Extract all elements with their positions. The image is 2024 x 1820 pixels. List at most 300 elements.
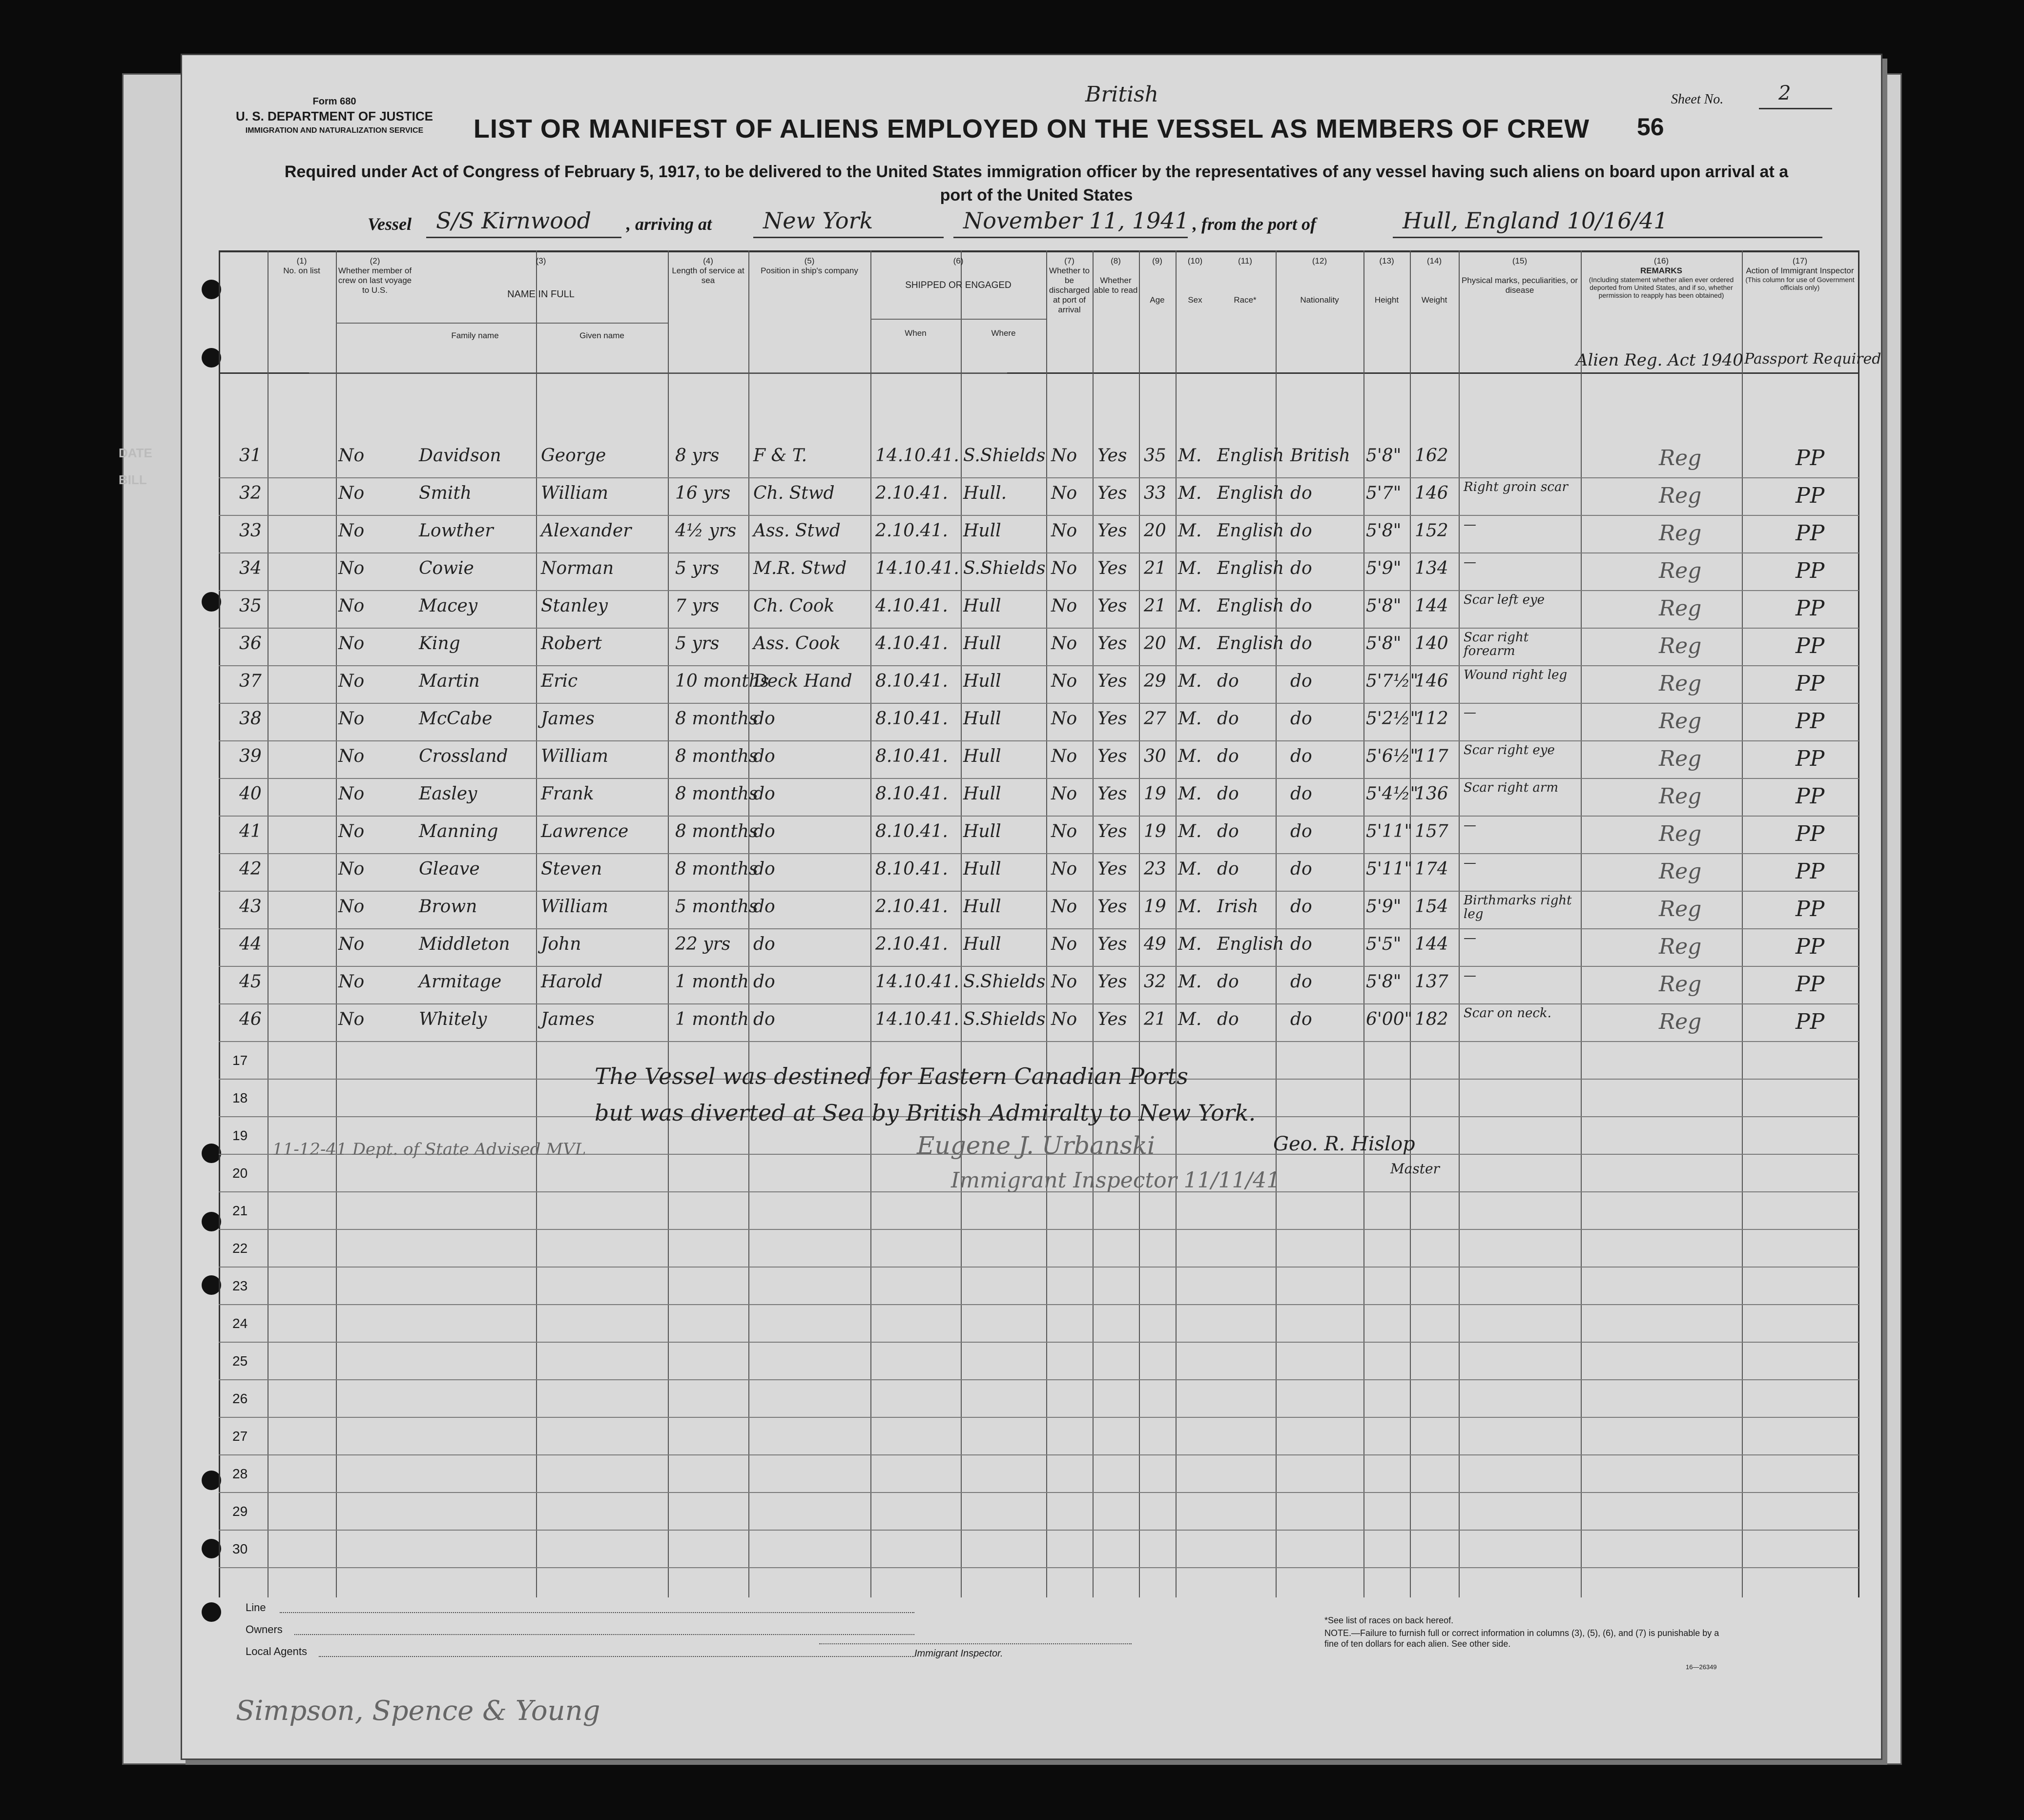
crew-shipped-where: Hull <box>963 821 1001 841</box>
crew-row-number: 34 <box>239 558 262 578</box>
col-header-age: Age <box>1150 295 1165 305</box>
row-number: 18 <box>232 1090 248 1105</box>
crew-row-number: 31 <box>239 446 262 466</box>
crew-physical-marks: Birthmarks right leg <box>1464 893 1572 921</box>
empty-row <box>219 1192 1859 1230</box>
crew-weight: 144 <box>1415 934 1448 954</box>
title-annotation: British <box>1085 82 1159 107</box>
crew-inspector-action: PP <box>1796 1009 1825 1034</box>
crew-inspector-action: PP <box>1796 821 1825 846</box>
crew-family-name: Middleton <box>419 934 510 954</box>
crew-sex: M. <box>1178 1009 1202 1029</box>
crew-age: 21 <box>1144 1009 1166 1029</box>
form-number: Form 680 <box>312 96 356 107</box>
crew-row <box>219 741 1859 779</box>
col-header-remarks: REMARKS <box>1640 266 1682 275</box>
crew-last-voyage: No <box>338 709 365 729</box>
crew-position: do <box>753 821 775 841</box>
crew-race: English <box>1217 934 1284 954</box>
crew-service-length: 8 months <box>675 746 758 766</box>
crew-weight: 136 <box>1415 784 1448 804</box>
crew-inspector-action: PP <box>1796 558 1825 583</box>
col-num: (15) <box>1512 256 1528 266</box>
col-num: (8) <box>1111 256 1121 266</box>
col-header-sex: Sex <box>1188 295 1202 305</box>
crew-physical-marks: Scar on neck. <box>1464 1006 1551 1021</box>
crew-remark: Reg <box>1659 521 1702 546</box>
crew-given-name: William <box>541 897 609 917</box>
crew-discharged: No <box>1051 1009 1077 1029</box>
footer-race-note: *See list of races on back hereof. <box>1324 1616 1454 1625</box>
col-header-discharged: Whether to be discharged at port of arrival <box>1049 266 1090 314</box>
col-num: (1) <box>296 256 307 266</box>
crew-last-voyage: No <box>338 859 365 879</box>
crew-age: 21 <box>1144 558 1166 578</box>
crew-age: 30 <box>1144 746 1166 766</box>
crew-row <box>219 666 1859 704</box>
crew-row-number: 32 <box>239 483 262 503</box>
crew-position: do <box>753 746 775 766</box>
crew-discharged: No <box>1051 821 1077 841</box>
vessel-name: S/S Kirnwood <box>436 207 592 234</box>
crew-family-name: Gleave <box>419 859 480 879</box>
crew-race: do <box>1217 671 1239 691</box>
from-port-label: , from the port of <box>1193 214 1317 234</box>
crew-able-to-read: Yes <box>1097 709 1127 729</box>
crew-discharged: No <box>1051 784 1077 804</box>
crew-age: 27 <box>1144 709 1166 729</box>
crew-given-name: Robert <box>541 634 602 654</box>
crew-height: 5'9" <box>1366 558 1402 578</box>
crew-discharged: No <box>1051 446 1077 466</box>
crew-remark: Reg <box>1659 558 1702 583</box>
crew-discharged: No <box>1051 483 1077 503</box>
crew-shipped-when: 14.10.41. <box>875 558 959 578</box>
crew-row <box>219 817 1859 854</box>
crew-service-length: 4½ yrs <box>675 521 737 541</box>
crew-height: 5'6½" <box>1366 746 1419 766</box>
crew-shipped-where: S.Shields <box>963 558 1046 578</box>
crew-height: 6'00" <box>1366 1009 1413 1029</box>
crew-position: do <box>753 972 775 992</box>
crew-nationality: do <box>1290 784 1312 804</box>
crew-physical-marks: — <box>1464 968 1476 983</box>
crew-service-length: 5 yrs <box>675 558 720 578</box>
margin-date: DATE <box>119 446 152 460</box>
crew-row-number: 37 <box>239 671 262 691</box>
crew-position: do <box>753 934 775 954</box>
crew-last-voyage: No <box>338 558 365 578</box>
col-header-nationality: Nationality <box>1300 295 1339 305</box>
row-number: 30 <box>232 1541 248 1556</box>
col-header-service: Length of service at sea <box>672 266 744 285</box>
col-header-when: When <box>905 328 927 338</box>
crew-family-name: Macey <box>419 596 478 616</box>
crew-discharged: No <box>1051 934 1077 954</box>
crew-family-name: Whitely <box>419 1009 487 1029</box>
binder-hole <box>202 1275 221 1295</box>
binder-hole <box>202 1212 221 1231</box>
crew-height: 5'8" <box>1366 521 1402 541</box>
row-number: 26 <box>232 1391 248 1406</box>
crew-nationality: do <box>1290 746 1312 766</box>
crew-remark: Reg <box>1659 859 1702 884</box>
crew-nationality: do <box>1290 596 1312 616</box>
crew-row-number: 35 <box>239 596 262 616</box>
crew-last-voyage: No <box>338 671 365 691</box>
crew-physical-marks: — <box>1464 856 1476 870</box>
crew-able-to-read: Yes <box>1097 934 1127 954</box>
crew-inspector-action: PP <box>1796 934 1825 959</box>
row-number: 29 <box>232 1504 248 1519</box>
crew-discharged: No <box>1051 634 1077 654</box>
crew-nationality: British <box>1290 446 1350 466</box>
empty-row <box>219 1531 1859 1568</box>
crew-physical-marks: Scar left eye <box>1464 593 1545 607</box>
col-num: (10) <box>1187 256 1203 266</box>
page-title: LIST OR MANIFEST OF ALIENS EMPLOYED ON THE VESSEL AS MEMBERS OF CREW <box>473 114 1590 143</box>
crew-row-number: 39 <box>239 746 262 766</box>
crew-weight: 174 <box>1415 859 1448 879</box>
crew-last-voyage: No <box>338 446 365 466</box>
crew-nationality: do <box>1290 897 1312 917</box>
crew-service-length: 8 months <box>675 859 758 879</box>
crew-shipped-when: 8.10.41. <box>875 709 948 729</box>
crew-discharged: No <box>1051 596 1077 616</box>
vessel-label: Vessel <box>368 214 412 234</box>
crew-position: F & T. <box>753 446 807 466</box>
crew-able-to-read: Yes <box>1097 746 1127 766</box>
crew-sex: M. <box>1178 446 1202 466</box>
crew-age: 49 <box>1144 934 1166 954</box>
master-signature: Geo. R. Hislop <box>1273 1133 1415 1155</box>
crew-discharged: No <box>1051 709 1077 729</box>
col-header-position: Position in ship's company <box>761 266 858 275</box>
crew-physical-marks: Wound right leg <box>1464 668 1568 682</box>
crew-inspector-action: PP <box>1796 897 1825 921</box>
crew-height: 5'7" <box>1366 483 1402 503</box>
crew-height: 5'7½" <box>1366 671 1419 691</box>
crew-shipped-where: Hull <box>963 859 1001 879</box>
crew-age: 20 <box>1144 634 1166 654</box>
crew-last-voyage: No <box>338 821 365 841</box>
crew-remark: Reg <box>1659 746 1702 771</box>
crew-row <box>219 704 1859 741</box>
crew-weight: 162 <box>1415 446 1448 466</box>
col-header-last-voyage: Whether member of crew on last voyage to U.S. <box>338 266 412 295</box>
inspector-title: Immigrant Inspector 11/11/41 <box>951 1168 1280 1193</box>
crew-service-length: 7 yrs <box>675 596 720 616</box>
crew-given-name: Stanley <box>541 596 608 616</box>
crew-remark: Reg <box>1659 1009 1702 1034</box>
col-num: (2) <box>370 256 380 266</box>
crew-discharged: No <box>1051 746 1077 766</box>
crew-nationality: do <box>1290 671 1312 691</box>
col-header-read: Whether able to read <box>1094 276 1138 295</box>
crew-height: 5'8" <box>1366 446 1402 466</box>
crew-position: Deck Hand <box>753 671 852 691</box>
row-number: 27 <box>232 1429 248 1444</box>
crew-inspector-action: PP <box>1796 483 1825 508</box>
crew-family-name: Brown <box>419 897 477 917</box>
col-header-remarks-note: (Including statement whether alien ever ordered deported from United States, and if so, whether permission to reapply has been obtained) <box>1589 276 1734 299</box>
dept-of-state-note: 11-12-41 Dept. of State Advised MVL <box>272 1140 586 1159</box>
crew-race: do <box>1217 1009 1239 1029</box>
crew-weight: 117 <box>1415 746 1448 766</box>
manifest-page <box>119 54 1882 1760</box>
crew-height: 5'8" <box>1366 596 1402 616</box>
crew-service-length: 8 months <box>675 784 758 804</box>
crew-nationality: do <box>1290 821 1312 841</box>
crew-physical-marks: — <box>1464 931 1476 945</box>
department-name: U. S. DEPARTMENT OF JUSTICE <box>236 109 433 123</box>
col-num: (16) <box>1653 256 1669 266</box>
footer-owners-label: Owners <box>246 1623 283 1636</box>
crew-last-voyage: No <box>338 897 365 917</box>
crew-shipped-where: Hull <box>963 671 1001 691</box>
crew-given-name: George <box>541 446 606 466</box>
crew-shipped-when: 14.10.41. <box>875 972 959 992</box>
crew-able-to-read: Yes <box>1097 671 1127 691</box>
crew-weight: 154 <box>1415 897 1448 917</box>
binder-hole <box>202 1539 221 1558</box>
row-number: 19 <box>232 1128 248 1143</box>
crew-weight: 152 <box>1415 521 1448 541</box>
sheet-label: Sheet No. <box>1671 92 1724 107</box>
crew-age: 32 <box>1144 972 1166 992</box>
row-number: 25 <box>232 1353 248 1369</box>
crew-physical-marks: — <box>1464 705 1476 720</box>
crew-row-number: 38 <box>239 709 262 729</box>
crew-sex: M. <box>1178 596 1202 616</box>
footer-inspector-label: Immigrant Inspector. <box>914 1648 1003 1659</box>
crew-shipped-when: 2.10.41. <box>875 897 948 917</box>
binder-hole <box>202 280 221 299</box>
crew-remark: Reg <box>1659 483 1702 508</box>
crew-shipped-where: S.Shields <box>963 446 1046 466</box>
diversion-note-line-1: The Vessel was destined for Eastern Canadian Ports <box>595 1063 1188 1089</box>
crew-race: English <box>1217 558 1284 578</box>
crew-nationality: do <box>1290 483 1312 503</box>
crew-last-voyage: No <box>338 784 365 804</box>
crew-family-name: Armitage <box>419 972 502 992</box>
crew-position: Ch. Cook <box>753 596 835 616</box>
crew-last-voyage: No <box>338 596 365 616</box>
col-num: (4) <box>703 256 713 266</box>
col-header-where: Where <box>991 328 1016 338</box>
crew-shipped-where: Hull <box>963 784 1001 804</box>
crew-shipped-where: Hull <box>963 634 1001 654</box>
crew-nationality: do <box>1290 634 1312 654</box>
crew-service-length: 22 yrs <box>675 934 731 954</box>
crew-sex: M. <box>1178 934 1202 954</box>
crew-age: 19 <box>1144 821 1166 841</box>
crew-row <box>219 1004 1859 1042</box>
col-num: (9) <box>1152 256 1162 266</box>
row-number: 24 <box>232 1316 248 1331</box>
crew-family-name: Smith <box>419 483 472 503</box>
crew-weight: 146 <box>1415 483 1448 503</box>
crew-row-number: 41 <box>239 821 262 841</box>
crew-position: Ass. Cook <box>753 634 841 654</box>
row-number: 28 <box>232 1466 248 1481</box>
crew-row <box>219 478 1859 516</box>
crew-service-length: 8 yrs <box>675 446 720 466</box>
col-num: (5) <box>804 256 815 266</box>
crew-shipped-where: Hull <box>963 709 1001 729</box>
form-subtitle: Required under Act of Congress of February 5, 1917, to be delivered to the United States immigration officer by the representatives of any vessel having such aliens on board upon arrival at a port of the United States <box>284 163 1789 204</box>
crew-able-to-read: Yes <box>1097 859 1127 879</box>
footer-agents-label: Local Agents <box>246 1645 307 1657</box>
crew-shipped-where: Hull <box>963 521 1001 541</box>
crew-shipped-where: Hull <box>963 596 1001 616</box>
crew-race: do <box>1217 709 1239 729</box>
crew-race: do <box>1217 821 1239 841</box>
crew-race: do <box>1217 746 1239 766</box>
crew-given-name: James <box>541 709 595 729</box>
crew-family-name: Davidson <box>419 446 501 466</box>
crew-row <box>219 591 1859 629</box>
crew-inspector-action: PP <box>1796 746 1825 771</box>
crew-row-number: 33 <box>239 521 262 541</box>
binder-hole <box>202 1602 221 1622</box>
crew-nationality: do <box>1290 558 1312 578</box>
crew-position: do <box>753 1009 775 1029</box>
col-num: (14) <box>1426 256 1442 266</box>
crew-race: English <box>1217 483 1284 503</box>
remarks-header-annotation: Alien Reg. Act 1940 <box>1576 350 1743 370</box>
crew-nationality: do <box>1290 1009 1312 1029</box>
crew-sex: M. <box>1178 784 1202 804</box>
page-number: 56 <box>1637 113 1664 141</box>
crew-position: Ass. Stwd <box>753 521 841 541</box>
crew-physical-marks: — <box>1464 555 1476 570</box>
crew-inspector-action: PP <box>1796 784 1825 809</box>
col-header-action: Action of Immigrant Inspector <box>1746 266 1854 275</box>
crew-row <box>219 779 1859 817</box>
crew-weight: 144 <box>1415 596 1448 616</box>
crew-race: English <box>1217 446 1284 466</box>
crew-row-number: 46 <box>239 1009 262 1029</box>
crew-able-to-read: Yes <box>1097 596 1127 616</box>
empty-row <box>219 1455 1859 1493</box>
crew-discharged: No <box>1051 521 1077 541</box>
crew-given-name: James <box>541 1009 595 1029</box>
crew-able-to-read: Yes <box>1097 1009 1127 1029</box>
crew-row-number: 40 <box>239 784 262 804</box>
crew-row-number: 36 <box>239 634 262 654</box>
crew-race: do <box>1217 784 1239 804</box>
col-num: (11) <box>1238 256 1252 266</box>
crew-sex: M. <box>1178 521 1202 541</box>
crew-row-number: 42 <box>239 859 262 879</box>
empty-row <box>219 1343 1859 1380</box>
crew-shipped-where: S.Shields <box>963 972 1046 992</box>
crew-shipped-when: 14.10.41. <box>875 1009 959 1029</box>
crew-family-name: Lowther <box>419 521 494 541</box>
crew-sex: M. <box>1178 634 1202 654</box>
crew-row <box>219 929 1859 967</box>
binder-hole <box>202 1471 221 1490</box>
crew-remark: Reg <box>1659 897 1702 921</box>
crew-row <box>219 629 1859 666</box>
col-header-family-name: Family name <box>451 331 499 340</box>
col-header-no-on-list: No. on list <box>283 266 320 275</box>
crew-row-number: 43 <box>239 897 262 917</box>
empty-row <box>219 1418 1859 1455</box>
crew-sex: M. <box>1178 859 1202 879</box>
crew-row <box>219 892 1859 929</box>
crew-shipped-where: Hull <box>963 934 1001 954</box>
crew-given-name: William <box>541 483 609 503</box>
crew-inspector-action: PP <box>1796 671 1825 696</box>
crew-shipped-when: 8.10.41. <box>875 859 948 879</box>
crew-service-length: 8 months <box>675 709 758 729</box>
crew-position: do <box>753 709 775 729</box>
crew-sex: M. <box>1178 821 1202 841</box>
crew-service-length: 5 yrs <box>675 634 720 654</box>
crew-shipped-when: 8.10.41. <box>875 784 948 804</box>
crew-given-name: Harold <box>541 972 603 992</box>
crew-age: 23 <box>1144 859 1166 879</box>
crew-race: English <box>1217 596 1284 616</box>
crew-height: 5'9" <box>1366 897 1402 917</box>
crew-height: 5'2½" <box>1366 709 1419 729</box>
col-header-shipped: SHIPPED OR ENGAGED <box>905 280 1012 290</box>
crew-row <box>219 967 1859 1004</box>
crew-shipped-where: Hull. <box>963 483 1007 503</box>
crew-given-name: Lawrence <box>541 821 629 841</box>
crew-age: 29 <box>1144 671 1166 691</box>
crew-nationality: do <box>1290 934 1312 954</box>
crew-weight: 140 <box>1415 634 1448 654</box>
empty-row <box>219 1230 1859 1268</box>
crew-able-to-read: Yes <box>1097 558 1127 578</box>
crew-age: 33 <box>1144 483 1166 503</box>
crew-position: do <box>753 897 775 917</box>
crew-height: 5'11" <box>1366 821 1413 841</box>
binder-hole <box>202 592 221 612</box>
crew-able-to-read: Yes <box>1097 972 1127 992</box>
crew-able-to-read: Yes <box>1097 821 1127 841</box>
crew-sex: M. <box>1178 483 1202 503</box>
crew-shipped-when: 8.10.41. <box>875 746 948 766</box>
crew-weight: 157 <box>1415 821 1448 841</box>
col-header-physical-marks: Physical marks, peculiarities, or disease <box>1461 276 1578 295</box>
crew-shipped-when: 8.10.41. <box>875 821 948 841</box>
crew-sex: M. <box>1178 709 1202 729</box>
crew-race: English <box>1217 634 1284 654</box>
crew-age: 21 <box>1144 596 1166 616</box>
crew-position: do <box>753 784 775 804</box>
col-num: (3) <box>536 256 546 266</box>
crew-shipped-where: S.Shields <box>963 1009 1046 1029</box>
crew-nationality: do <box>1290 972 1312 992</box>
crew-height: 5'11" <box>1366 859 1413 879</box>
col-header-race: Race* <box>1234 295 1257 305</box>
crew-remark: Reg <box>1659 821 1702 846</box>
crew-race: do <box>1217 859 1239 879</box>
crew-shipped-when: 2.10.41. <box>875 521 948 541</box>
inspector-signature: Eugene J. Urbanski <box>917 1131 1155 1160</box>
crew-remark: Reg <box>1659 972 1702 997</box>
crew-weight: 134 <box>1415 558 1448 578</box>
crew-given-name: Frank <box>541 784 594 804</box>
crew-inspector-action: PP <box>1796 709 1825 734</box>
crew-remark: Reg <box>1659 446 1702 470</box>
crew-row <box>219 553 1859 591</box>
crew-row <box>219 854 1859 892</box>
